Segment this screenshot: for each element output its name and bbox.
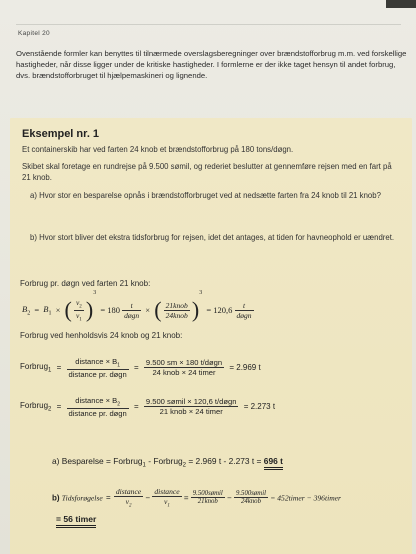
exponent-2: 3 xyxy=(199,290,203,296)
forbrug2-row: Forbrug$_2$ = $\frac{distance \times B_2}{\text{distance pr. døgn}}$ = $\frac{\text{9.500 sømil × 120,6 t/døgn}}{\text{21 knob × 24 timer}}$ = 2.273 t xyxy=(20,396,276,418)
chapter-header: Kapitel 20 xyxy=(18,30,50,37)
page-edge-shadow xyxy=(386,0,416,8)
time-frac-1: $\frac{\text{distance}}{v_2}$ xyxy=(115,487,142,509)
paren-close-2: ) xyxy=(191,297,200,323)
time-frac-2: $\frac{\text{distance}}{v_1}$ xyxy=(154,487,180,509)
forbrug1-calc: $\frac{\text{9.500 sm × 180 t/døgn}}{\text{24 knob × 24 timer}}$ xyxy=(145,358,223,378)
formula-b2 xyxy=(22,290,254,322)
forbrug2-label: Forbrug$_2$ xyxy=(20,400,52,413)
example-statement-1: Et containerskib har ved farten 24 knob et brændstofforbrug på 180 tons/døgn. xyxy=(22,145,294,154)
question-a: a) Hvor stor en besparelse opnås i brændstofforbruget ved at nedsætte farten fra 24 knob til 21 knob? xyxy=(30,191,381,200)
speed-ratio: $\frac{v_2}{v_1}$ xyxy=(75,298,82,323)
time-frac-3: $\frac{\text{9.500sømil}}{\text{21knob}}$ xyxy=(192,490,223,506)
example-statement-2: Skibet skal foretage en rundrejse på 9.500 sømil, og rederiet beslutter at gennemføre rejsen med en fart på 21 knob. xyxy=(22,162,392,182)
unit-t-per-dogn: $\frac{t}{\text{døgn}}$ xyxy=(124,300,140,320)
header-rule xyxy=(16,24,401,25)
answer-a-result: 696 t xyxy=(264,456,283,470)
forbrug2-calc: $\frac{\text{9.500 sømil × 120,6 t/døgn}}{\text{21 knob × 24 timer}}$ xyxy=(145,397,237,417)
label-consumption-21-knots: Forbrug pr. døgn ved farten 21 knob: xyxy=(20,279,151,288)
forbrug1-row: Forbrug$_1$ = $\frac{distance \times B_1}{\text{distance pr. døgn}}$ = $\frac{\text{9.500 sm × 180 t/døgn}}{\text{24 knob × 24 timer}}$ = 2.969 t xyxy=(20,357,261,379)
formula-b2-lhs: $B_2$ xyxy=(22,303,31,317)
paren-open-2: ( xyxy=(154,297,162,323)
value-120-6: = 120,6 xyxy=(206,305,233,316)
forbrug1-formula: $\frac{distance \times B_1}{\text{distance pr. døgn}}$ xyxy=(68,357,127,379)
forbrug2-result: = 2.273 t xyxy=(243,402,276,412)
knot-ratio: $\frac{\text{21knob}}{\text{24knob}}$ xyxy=(165,300,188,320)
unit-t-per-dogn-2: $\frac{t}{\text{døgn}}$ xyxy=(236,300,252,320)
formula-b1: $B_1$ xyxy=(43,303,52,317)
answer-b: b) Tidsforøgelse = $\frac{\text{distance}}{v_2}$ − $\frac{\text{distance}}{v_1}$ = $\frac{\text{9.500sømil}}{\text{21knob}}$ − $\frac{\text{9.500sømil}}{\text{24knob}}$ = 452timer − 396timer xyxy=(52,487,342,509)
paren-close: ) xyxy=(85,297,94,323)
paren-open: ( xyxy=(64,297,72,323)
times-sign-2: × xyxy=(145,305,151,316)
intro-paragraph: Ovenstående formler kan benyttes til tilnærmede overslagsberegninger over brændstofforbrug m.m. ved forskellige hastigheder, når disse ligger under de kritiske hastigheder. I formlerne er der ikke taget hensyn til andet forbrug, dvs. brændstofforbruget til hjælpemaskineri og lignende. xyxy=(16,49,407,81)
answer-b-result: = 56 timer xyxy=(56,514,96,524)
forbrug1-result: = 2.969 t xyxy=(229,363,261,373)
formula-eq: = xyxy=(34,305,40,316)
value-180: = 180 xyxy=(100,305,121,316)
question-b: b) Hvor stort bliver det ekstra tidsforbrug for rejsen, idet det antages, at tiden for havneophold er uændret. xyxy=(30,233,395,242)
answer-a: a) Besparelse = Forbrug$_1$ - Forbrug$_2$ = 2.969 t - 2.273 t = 696 t xyxy=(52,456,283,469)
time-frac-4: $\frac{\text{9.500sømil}}{\text{24knob}}$ xyxy=(235,490,266,506)
forbrug2-formula: $\frac{distance \times B_2}{\text{distance pr. døgn}}$ xyxy=(68,396,127,418)
exponent: 3 xyxy=(93,290,97,296)
forbrug1-label: Forbrug$_1$ xyxy=(20,361,52,374)
example-title: Eksempel nr. 1 xyxy=(22,128,100,140)
times-sign: × xyxy=(55,305,61,316)
label-consumption-comparison: Forbrug ved henholdsvis 24 knob og 21 knob: xyxy=(20,331,183,340)
